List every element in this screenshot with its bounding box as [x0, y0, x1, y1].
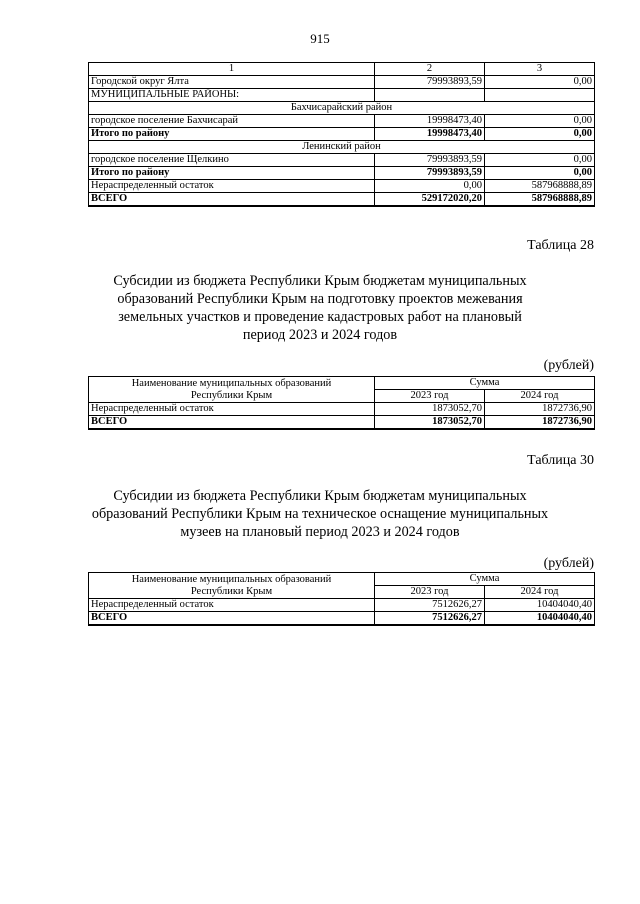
table-30-title: [80, 487, 560, 541]
row-value-2: [485, 89, 595, 102]
header-name-line: Республики Крым: [190, 389, 273, 401]
column-number-1: 1: [89, 63, 375, 76]
row-name: ВСЕГО: [89, 193, 375, 207]
row-value-1: 1873052,70: [375, 416, 485, 430]
row-name: городское поселение Щелкино: [89, 154, 375, 167]
table-28-units: (рублей): [543, 358, 594, 373]
column-number-3: 3: [485, 63, 595, 76]
row-value-2: 1872736,90: [485, 403, 595, 416]
row-value-2: 10404040,40: [485, 599, 595, 612]
subtotal-row: [89, 128, 595, 141]
total-row: [89, 193, 595, 207]
table-row: [89, 115, 595, 128]
row-value-1: 7512626,27: [375, 612, 485, 626]
header-name-cell: [89, 377, 375, 403]
table-row: [89, 76, 595, 89]
section-heading: Бахчисарайский район: [89, 102, 595, 115]
row-value-1: [375, 89, 485, 102]
row-name: Городской округ Ялта: [89, 76, 375, 89]
header-sum: Сумма: [375, 573, 595, 586]
row-name: Итого по району: [89, 167, 375, 180]
row-value-2: 587968888,89: [485, 193, 595, 207]
title-line: Субсидии из бюджета Республики Крым бюджетам муниципальных: [113, 273, 527, 289]
row-value-2: 10404040,40: [485, 612, 595, 626]
table-28-label: Таблица 28: [527, 238, 594, 253]
row-value-2: 0,00: [485, 128, 595, 141]
row-name: МУНИЦИПАЛЬНЫЕ РАЙОНЫ:: [89, 89, 375, 102]
row-name: городское поселение Бахчисарай: [89, 115, 375, 128]
row-value-2: 587968888,89: [485, 180, 595, 193]
table-row: [89, 180, 595, 193]
row-value-1: 529172020,20: [375, 193, 485, 207]
table-30-label: Таблица 30: [527, 453, 594, 468]
row-value-2: 0,00: [485, 167, 595, 180]
header-name-cell: [89, 573, 375, 599]
title-line: земельных участков и проведение кадастровых работ на плановый: [118, 309, 522, 325]
row-name: Нераспределенный остаток: [89, 180, 375, 193]
row-name: ВСЕГО: [89, 416, 375, 430]
header-year-2024: 2024 год: [485, 586, 595, 599]
title-line: образований Республики Крым на техническое оснащение муниципальных: [91, 506, 549, 522]
table-header-row: [89, 63, 595, 76]
table-28: [88, 376, 595, 430]
subtotal-row: [89, 167, 595, 180]
table-row: [89, 154, 595, 167]
header-name-line: Наименование муниципальных образований: [131, 573, 332, 585]
column-number-2: 2: [375, 63, 485, 76]
header-year-2023: 2023 год: [375, 390, 485, 403]
row-name: Нераспределенный остаток: [89, 403, 375, 416]
header-name-line: Наименование муниципальных образований: [131, 377, 332, 389]
budget-table-continuation: [88, 62, 595, 207]
section-row: [89, 141, 595, 154]
table-row: [89, 403, 595, 416]
row-name: Итого по району: [89, 128, 375, 141]
table-28-title: [80, 272, 560, 344]
total-row: [89, 416, 595, 430]
row-value-1: 0,00: [375, 180, 485, 193]
header-name-line: Республики Крым: [190, 585, 273, 597]
table-30: [88, 572, 595, 626]
header-year-2024: 2024 год: [485, 390, 595, 403]
section-heading: Ленинский район: [89, 141, 595, 154]
row-value-1: 19998473,40: [375, 115, 485, 128]
row-value-2: 1872736,90: [485, 416, 595, 430]
header-year-2023: 2023 год: [375, 586, 485, 599]
row-value-2: 0,00: [485, 76, 595, 89]
title-line: музеев на плановый период 2023 и 2024 годов: [180, 524, 460, 540]
title-line: период 2023 и 2024 годов: [242, 327, 398, 343]
row-value-1: 79993893,59: [375, 167, 485, 180]
table-header-row: [89, 377, 595, 390]
table-row: [89, 599, 595, 612]
title-line: образований Республики Крым на подготовку проектов межевания: [117, 291, 523, 307]
table-row: [89, 89, 595, 102]
table-30-units: (рублей): [543, 556, 594, 571]
row-value-1: 79993893,59: [375, 154, 485, 167]
page-number: 915: [310, 31, 330, 46]
section-row: [89, 102, 595, 115]
title-line: Субсидии из бюджета Республики Крым бюджетам муниципальных: [113, 488, 527, 504]
row-name: ВСЕГО: [89, 612, 375, 626]
row-value-1: 79993893,59: [375, 76, 485, 89]
row-value-1: 1873052,70: [375, 403, 485, 416]
row-value-2: 0,00: [485, 154, 595, 167]
row-value-2: 0,00: [485, 115, 595, 128]
row-name: Нераспределенный остаток: [89, 599, 375, 612]
header-sum: Сумма: [375, 377, 595, 390]
total-row: [89, 612, 595, 626]
table-header-row: [89, 573, 595, 586]
row-value-1: 19998473,40: [375, 128, 485, 141]
row-value-1: 7512626,27: [375, 599, 485, 612]
